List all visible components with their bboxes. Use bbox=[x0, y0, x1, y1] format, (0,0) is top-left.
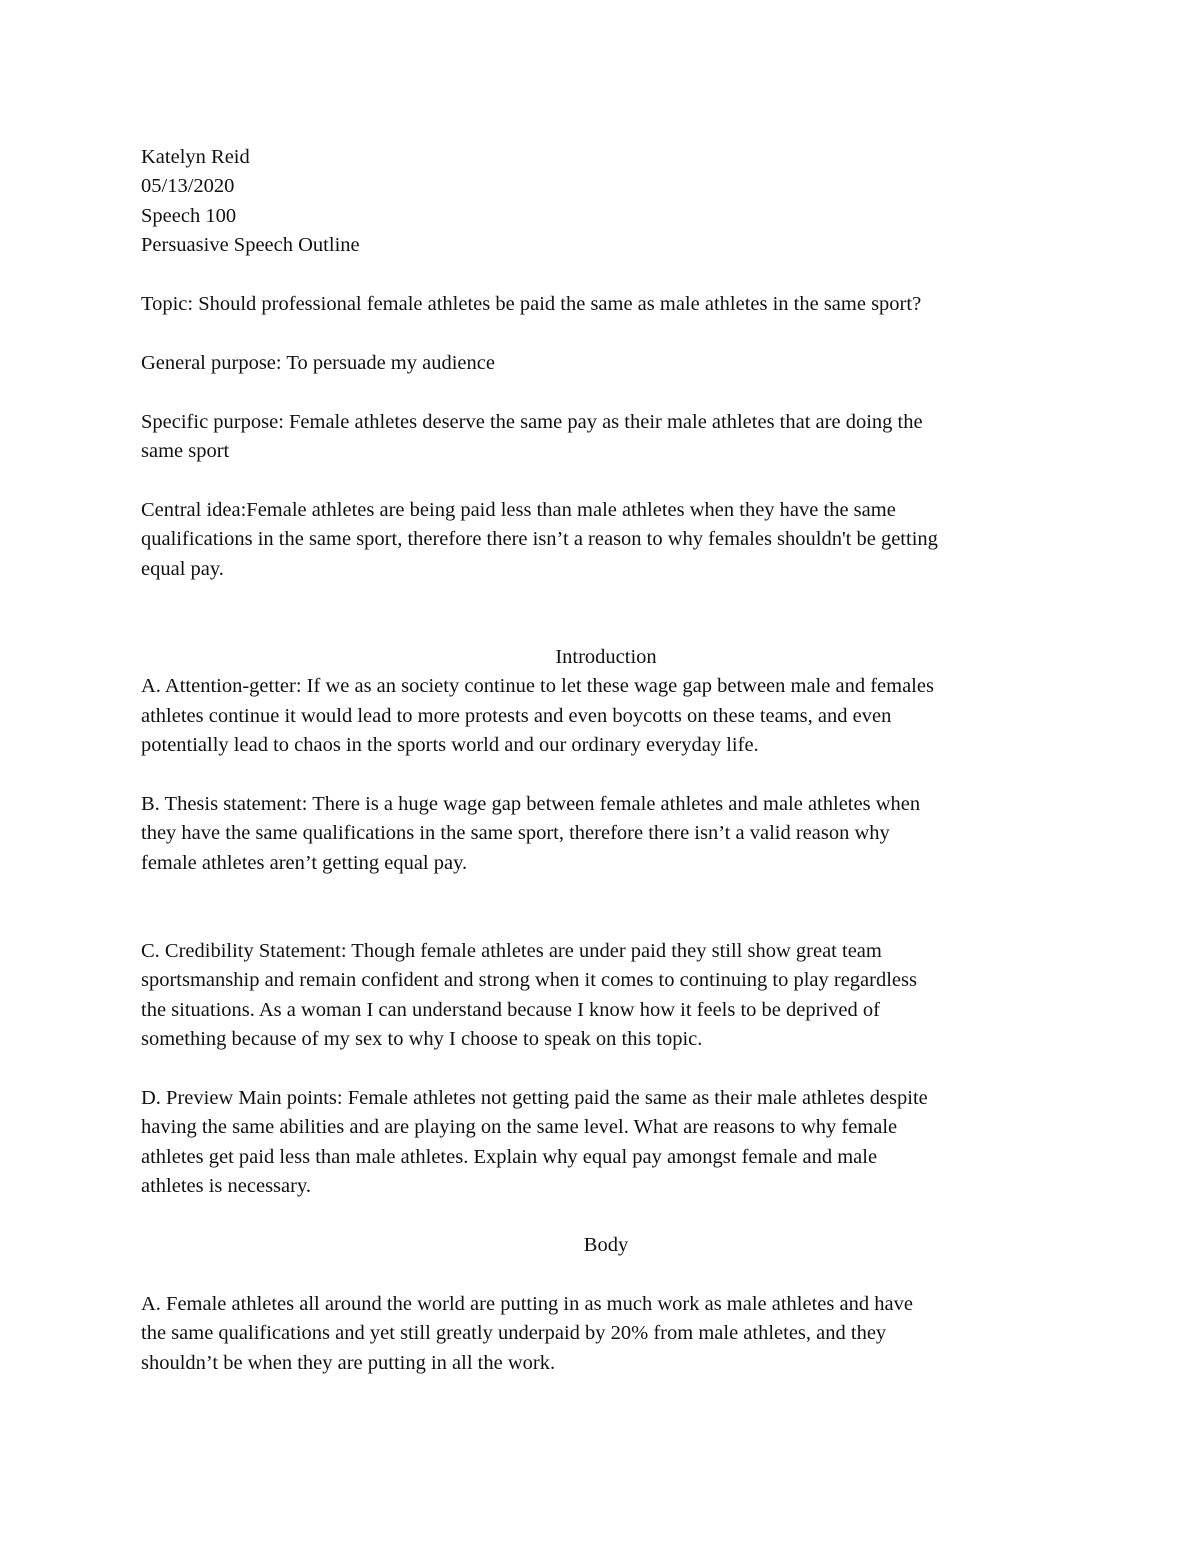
paragraph-line: D. Preview Main points: Female athletes not getting paid the same as their male athletes despite bbox=[141, 1086, 928, 1109]
preview-paragraph bbox=[141, 1084, 1071, 1202]
header-block bbox=[141, 143, 1071, 261]
paragraph-line: same sport bbox=[141, 440, 230, 463]
paragraph-line: B. Thesis statement: There is a huge wage gap between female athletes and male athletes when bbox=[141, 792, 921, 815]
paragraph-line: athletes continue it would lead to more protests and even boycotts on these teams, and even bbox=[141, 704, 892, 727]
paragraph-line: qualifications in the same sport, therefore there isn’t a reason to why females shouldn't be getting bbox=[141, 528, 938, 551]
body-heading: Body bbox=[583, 1233, 629, 1256]
body-point-a-paragraph bbox=[141, 1290, 1071, 1378]
assignment-title: Persuasive Speech Outline bbox=[141, 234, 360, 257]
paragraph-line: potentially lead to chaos in the sports world and our ordinary everyday life. bbox=[141, 734, 759, 757]
paragraph-line: something because of my sex to why I choose to speak on this topic. bbox=[141, 1028, 703, 1051]
author-name: Katelyn Reid bbox=[141, 146, 250, 168]
paragraph-line: female athletes aren’t getting equal pay. bbox=[141, 851, 468, 874]
credibility-paragraph bbox=[141, 937, 1071, 1055]
paragraph-line: athletes get paid less than male athletes. Explain why equal pay amongst female and male bbox=[141, 1145, 878, 1168]
course-name: Speech 100 bbox=[141, 204, 237, 227]
general-purpose-line: General purpose: To persuade my audience bbox=[141, 351, 495, 374]
paragraph-line: equal pay. bbox=[141, 557, 224, 580]
paragraph-line: Central idea:Female athletes are being paid less than male athletes when they have the same bbox=[141, 498, 896, 521]
document-date: 05/13/2020 bbox=[141, 175, 235, 198]
paragraph-line: A. Attention-getter: If we as an society continue to let these wage gap between male and females bbox=[141, 675, 934, 698]
thesis-paragraph bbox=[141, 790, 1071, 878]
attention-getter-paragraph bbox=[141, 672, 1071, 760]
specific-purpose-paragraph bbox=[141, 408, 1071, 467]
central-idea-paragraph bbox=[141, 496, 1071, 584]
introduction-heading: Introduction bbox=[555, 645, 657, 668]
paragraph-line: shouldn’t be when they are putting in all the work. bbox=[141, 1351, 556, 1374]
paragraph-line: athletes is necessary. bbox=[141, 1175, 312, 1198]
paragraph-line: the situations. As a woman I can understand because I know how it feels to be deprived of bbox=[141, 998, 880, 1021]
paragraph-line: Specific purpose: Female athletes deserve the same pay as their male athletes that are doing the bbox=[141, 410, 923, 433]
document-body bbox=[141, 143, 1071, 1378]
paragraph-line: C. Credibility Statement: Though female athletes are under paid they still show great team bbox=[141, 939, 882, 962]
paragraph-line: having the same abilities and are playing on the same level. What are reasons to why female bbox=[141, 1116, 898, 1139]
topic-line: Topic: Should professional female athletes be paid the same as male athletes in the same sport? bbox=[141, 293, 922, 316]
paragraph-line: they have the same qualifications in the same sport, therefore there isn’t a valid reason why bbox=[141, 822, 890, 845]
paragraph-line: the same qualifications and yet still greatly underpaid by 20% from male athletes, and they bbox=[141, 1322, 887, 1345]
paragraph-line: sportsmanship and remain confident and strong when it comes to continuing to play regardless bbox=[141, 969, 917, 992]
paragraph-line: A. Female athletes all around the world are putting in as much work as male athletes and have bbox=[141, 1292, 913, 1315]
